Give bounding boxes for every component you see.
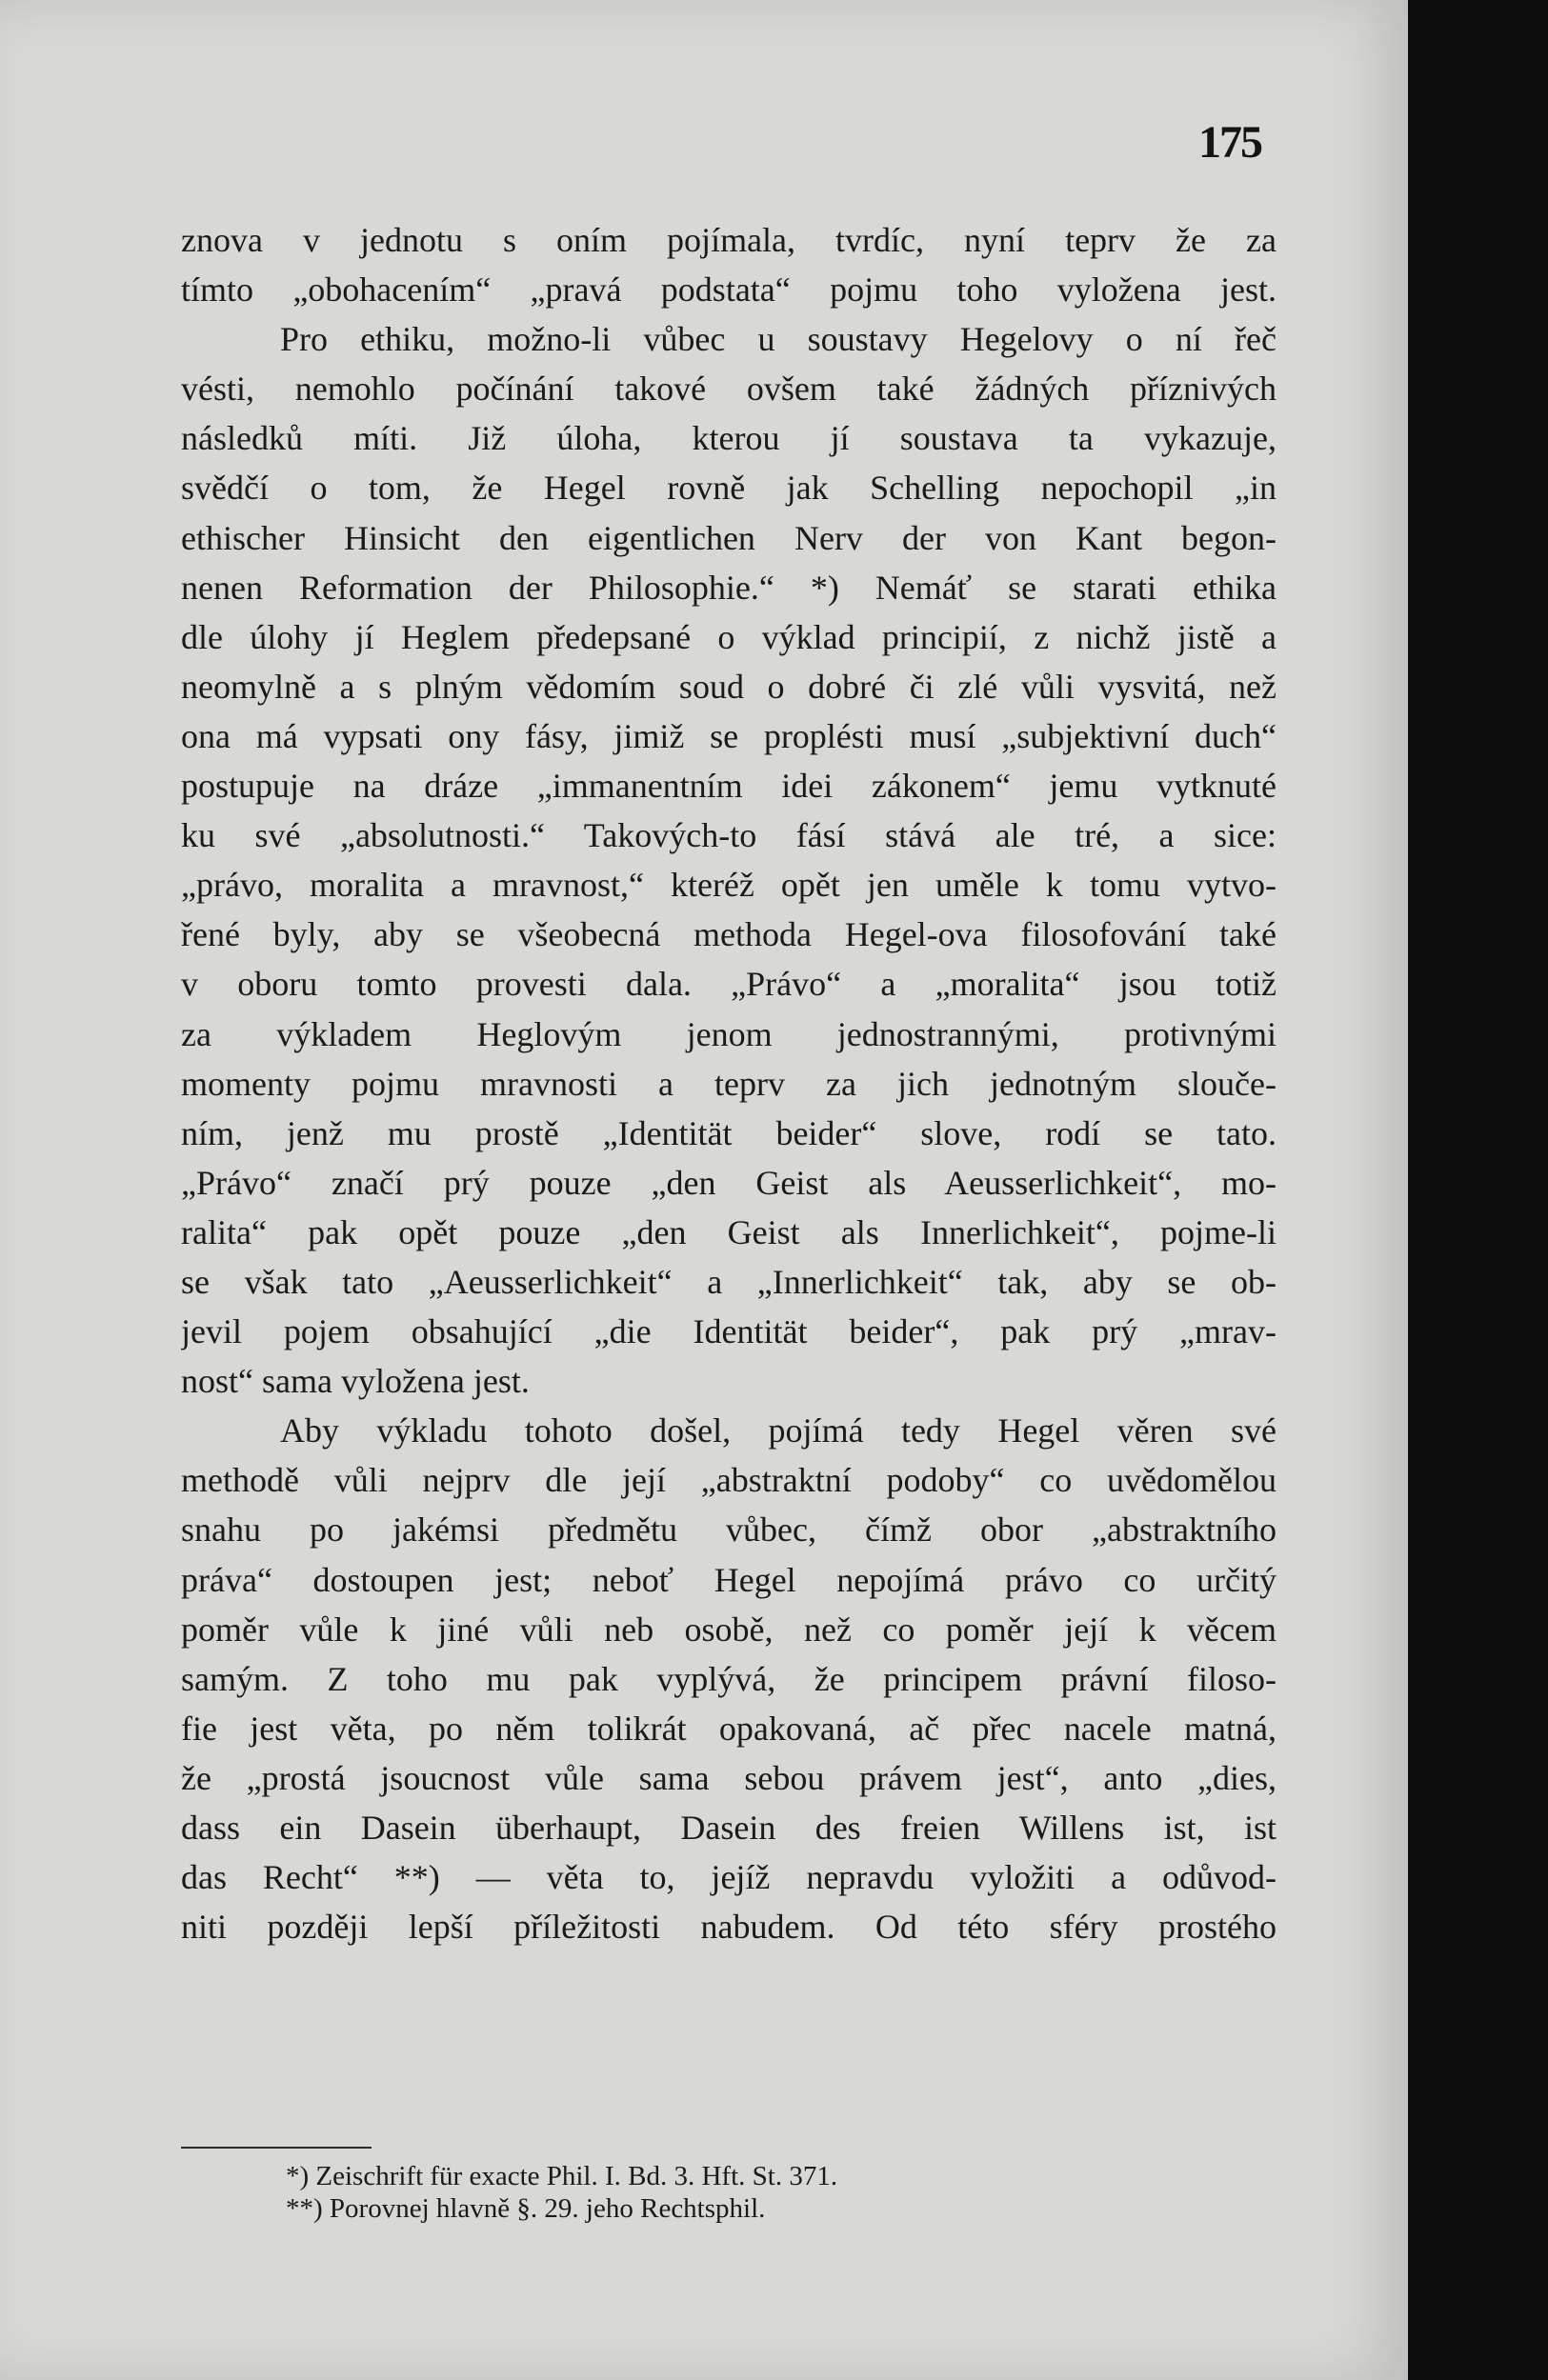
- text-line: ethischer Hinsicht den eigentlichen Nerv der von Kant begon-: [181, 518, 1277, 557]
- text-line: snahu po jakémsi předmětu vůbec, čímž obor „abstraktního: [181, 1510, 1277, 1550]
- text-line: svědčí o tom, že Hegel rovně jak Schelling nepochopil „in: [181, 469, 1277, 508]
- footnote-divider: [181, 2147, 372, 2149]
- text-line: v oboru tomto provesti dala. „Právo“ a „moralita“ jsou totiž: [181, 965, 1277, 1004]
- text-line: tímto „obohacením“ „pravá podstata“ pojmu toho vyložena jest.: [181, 270, 1277, 310]
- text-line: vésti, nemohlo počínání takové ovšem také žádných příznivých: [181, 370, 1277, 409]
- footnotes: [286, 2160, 1143, 2225]
- text-line: Aby výkladu tohoto došel, pojímá tedy Hegel věren své: [280, 1411, 1277, 1450]
- text-line: postupuje na dráze „immanentním idei zákonem“ jemu vytknuté: [181, 767, 1277, 806]
- text-line: niti později lepší příležitosti nabudem. Od této sféry prostého: [181, 1908, 1277, 1947]
- text-line: momenty pojmu mravnosti a teprv za jich jednotným slouče-: [181, 1064, 1277, 1103]
- text-line: „Právo“ značí prý pouze „den Geist als Aeusserlichkeit“, mo-: [181, 1163, 1277, 1202]
- text-line: poměr vůle k jiné vůli neb osobě, než co poměr její k věcem: [181, 1610, 1277, 1649]
- text-line: řené byly, aby se všeobecná methoda Hegel-ova filosofování také: [181, 915, 1277, 954]
- text-line: ona má vypsati ony fásy, jimiž se proplésti musí „subjektivní duch“: [181, 716, 1277, 755]
- text-line: ralita“ pak opět pouze „den Geist als Innerlichkeit“, pojme-li: [181, 1212, 1277, 1251]
- footnote: **) Porovnej hlavně §. 29. jeho Rechtsphil.: [286, 2193, 766, 2224]
- text-line: neomylně a s plným vědomím soud o dobré či zlé vůli vysvitá, než: [181, 667, 1277, 706]
- text-line: nenen Reformation der Philosophie.“ *) Nemáť se starati ethika: [181, 568, 1277, 607]
- text-line: za výkladem Heglovým jenom jednostrannými, protivnými: [181, 1014, 1277, 1053]
- page-number: 175: [1198, 117, 1261, 168]
- text-line: znova v jednotu s oním pojímala, tvrdíc, nyní teprv že za: [181, 221, 1277, 259]
- text-line: Pro ethiku, možno-li vůbec u soustavy Hegelovy o ní řeč: [280, 320, 1277, 359]
- text-line: následků míti. Již úloha, kterou jí soustava ta vykazuje,: [181, 419, 1277, 458]
- text-line: dass ein Dasein überhaupt, Dasein des freien Willens ist, ist: [181, 1809, 1277, 1847]
- text-line: že „prostá jsoucnost vůle sama sebou právem jest“, anto „dies,: [181, 1758, 1277, 1797]
- text-line: fie jest věta, po něm tolikrát opakovaná, ač přec nacele matná,: [181, 1709, 1277, 1748]
- text-line: samým. Z toho mu pak vyplývá, že principem právní filoso-: [181, 1659, 1277, 1698]
- text-line: methodě vůli nejprv dle její „abstraktní podoby“ co uvědomělou: [181, 1461, 1277, 1500]
- text-line: jevil pojem obsahující „die Identität beider“, pak prý „mrav-: [181, 1312, 1277, 1351]
- text-line: ním, jenž mu prostě „Identität beider“ slove, rodí se tato.: [181, 1113, 1277, 1152]
- text-line: nost“ sama vyložena jest.: [181, 1362, 530, 1401]
- text-line: dle úlohy jí Heglem předepsané o výklad principií, z nichž jistě a: [181, 617, 1277, 656]
- text-line: ku své „absolutnosti.“ Takových-to fásí stává ale tré, a sice:: [181, 816, 1277, 855]
- footnote: *) Zeischrift für exacte Phil. I. Bd. 3. Hft. St. 371.: [286, 2161, 838, 2191]
- text-line: práva“ dostoupen jest; neboť Hegel nepojímá právo co určitý: [181, 1560, 1277, 1599]
- text-line: „právo, moralita a mravnost,“ kteréž opět jen uměle k tomu vytvo-: [181, 866, 1277, 905]
- body-text: [181, 215, 1277, 1951]
- text-line: se však tato „Aeusserlichkeit“ a „Innerlichkeit“ tak, aby se ob-: [181, 1262, 1277, 1301]
- text-line: das Recht“ **) — věta to, jejíž nepravdu vyložiti a odůvod-: [181, 1858, 1277, 1897]
